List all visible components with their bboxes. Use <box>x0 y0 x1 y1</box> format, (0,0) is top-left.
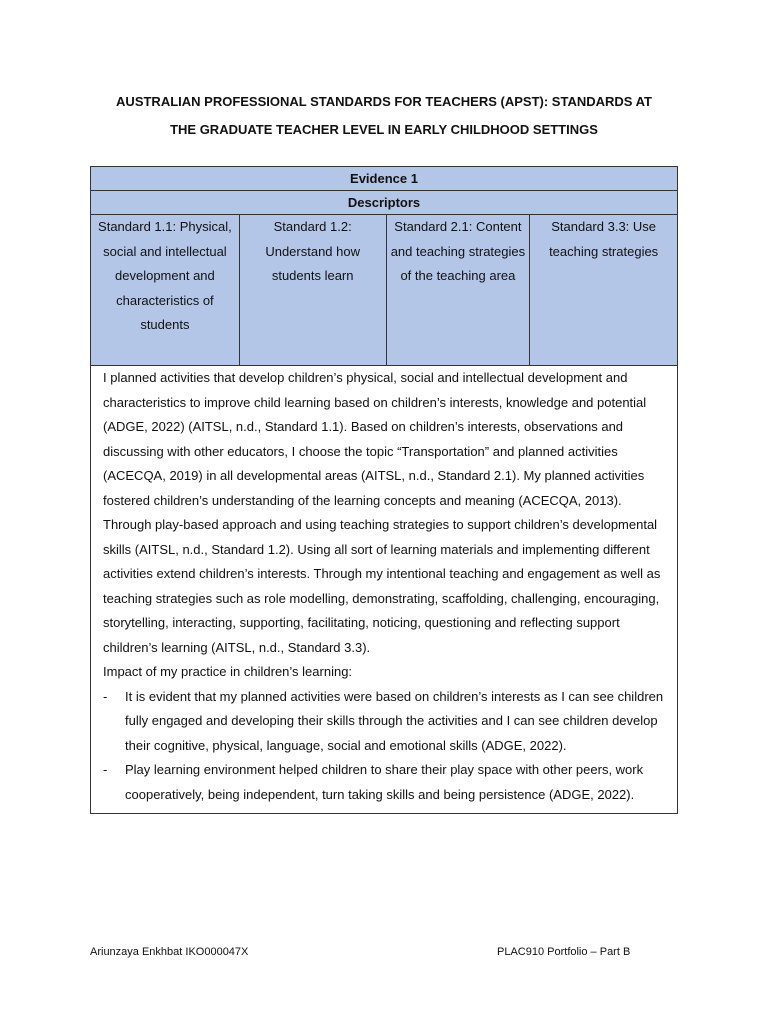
evidence-table <box>90 166 678 814</box>
title-line: THE GRADUATE TEACHER LEVEL IN EARLY CHILDHOOD SETTINGS <box>170 122 598 137</box>
document-title <box>60 88 708 144</box>
descriptors-heading: Descriptors <box>91 191 678 215</box>
standard-cell: Standard 2.1: Content and teaching strategies of the teaching area <box>386 215 530 366</box>
evidence-paragraph: I planned activities that develop children’s physical, social and intellectual development and characteristics to improve child learning based on children’s interests, knowledge and potential (ADGE, 2022) (AITSL, n.d., Standard 1.1). Based on children’s interests, observations and discussing with other educators, I choose the topic “Transportation” and planned activities (ACECQA, 2019) in all developmental areas (AITSL, n.d., Standard 2.1). My planned activities fostered children’s understanding of the learning concepts and meaning (ACECQA, 2013). Through play-based approach and using teaching strategies to support children’s developmental skills (AITSL, n.d., Standard 1.2). Using all sort of learning materials and implementing different activities extend children’s interests. Through my intentional teaching and engagement as well as teaching strategies such as role modelling, demonstrating, scaffolding, challenging, encouraging, storytelling, interacting, supporting, facilitating, noticing, questioning and reflecting support children’s learning (AITSL, n.d., Standard 3.3). <box>103 370 661 655</box>
standard-cell: Standard 3.3: Use teaching strategies <box>530 215 678 366</box>
impact-heading: Impact of my practice in children’s learning: <box>103 664 353 679</box>
bullet-marker: - <box>103 688 108 704</box>
standard-cell: Standard 1.1: Physical, social and intellectual development and characteristics of students <box>91 215 240 366</box>
footer-author: Ariunzaya Enkhbat IKO000047X <box>90 946 249 958</box>
list-item-text: It is evident that my planned activities were based on children’s interests as I can see children fully engaged and developing their skills through the activities and I can see children develop their cognitive, physical, language, social and emotional skills (ADGE, 2022). <box>125 688 664 753</box>
list-item <box>103 758 665 807</box>
list-item-text: Play learning environment helped children to share their play space with other peers, work cooperatively, being independent, turn taking skills and being persistence (ADGE, 2022). <box>125 762 644 802</box>
evidence-heading: Evidence 1 <box>91 167 678 191</box>
standard-cell: Standard 1.2: Understand how students learn <box>239 215 386 366</box>
evidence-body <box>91 366 678 814</box>
bullet-marker: - <box>103 762 108 777</box>
title-line: AUSTRALIAN PROFESSIONAL STANDARDS FOR TEACHERS (APST): STANDARDS AT <box>116 94 652 109</box>
list-item <box>103 685 665 759</box>
footer-course: PLAC910 Portfolio – Part B <box>497 946 631 958</box>
